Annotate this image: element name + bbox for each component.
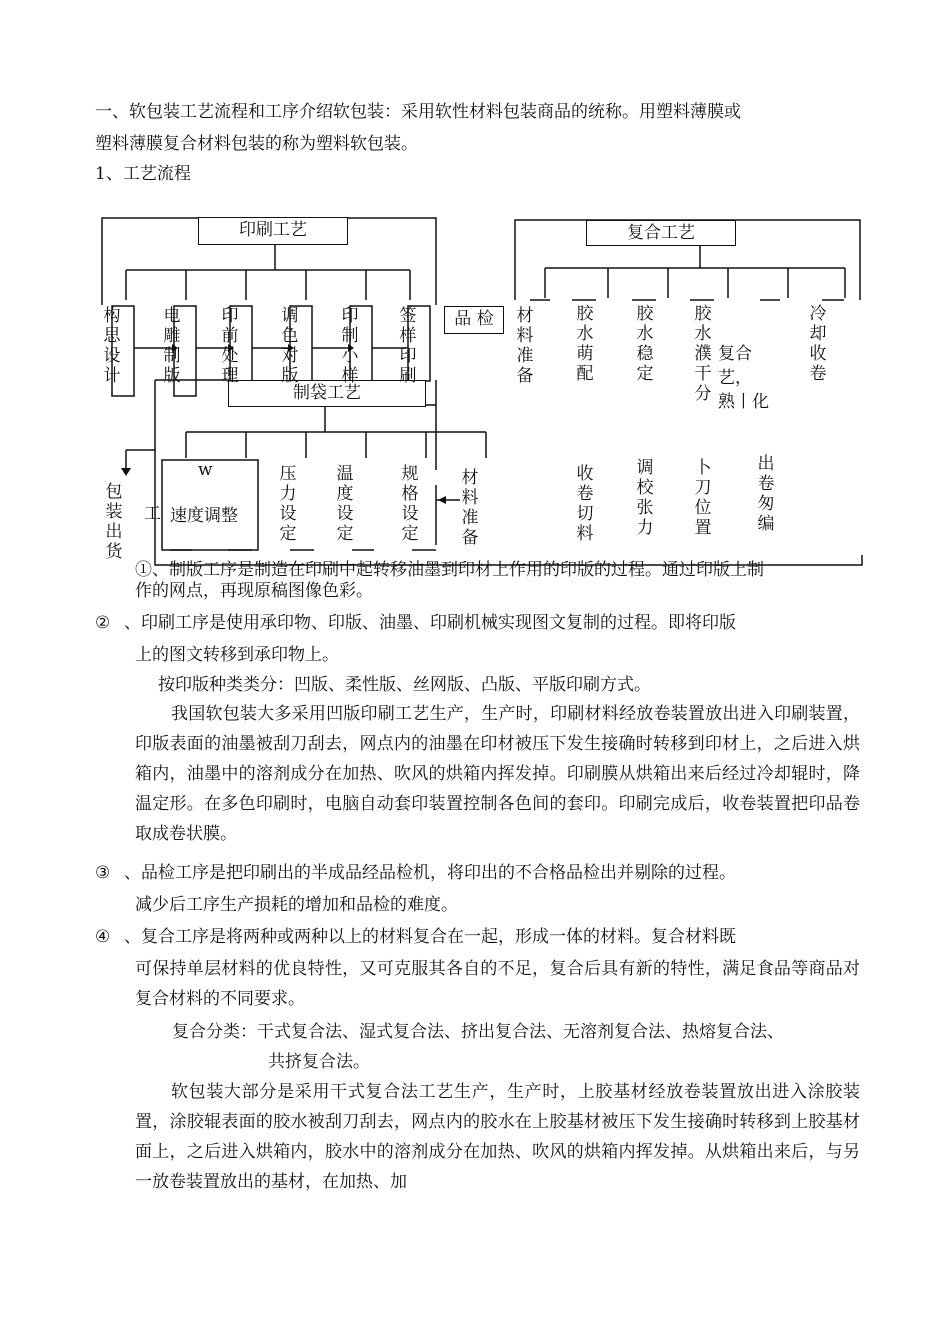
step-bag-material: 材料准备: [461, 468, 479, 548]
intro-line-2: 塑料薄膜复合材料包装的称为塑料软包装。: [95, 134, 418, 154]
item-2-number: ②: [95, 613, 111, 633]
curing-label: 熟丨化: [718, 392, 769, 412]
item-1-line-1: ①、制版工序是制造在印刷中起转移油墨到印材上作用的印版的过程。通过印版上制: [135, 560, 764, 580]
composite-label-2: 艺，: [718, 368, 752, 388]
step-color-matching: 调色对版: [281, 306, 299, 386]
step-glue-mix: 胶水萌配: [576, 304, 594, 384]
composite-label: 复合: [718, 344, 752, 364]
process-flow-diagram: [0, 200, 950, 580]
composite-types: 复合分类：干式复合法、湿式复合法、挤出复合法、无溶剂复合法、热熔复合法、: [172, 1022, 784, 1042]
step-glue-dry: 胶水濮干分: [694, 304, 712, 404]
step-engraving: 电雕制版: [163, 306, 181, 386]
printing-paragraph: 我国软包装大多采用凹版印刷工艺生产，生产时，印刷材料经放卷装置放出进入印刷装置，印版表面的油墨被刮刀刮去，网点内的油墨在印材被压下发生接确时转移到印材上，之后进入烘箱内，油墨中的溶剂成分在加热、吹风的烘箱内挥发掉。印刷膜从烘箱出来后经过冷却辊时，降温定形。在多色印刷时，电脑自动套印装置控制各色间的套印。印刷完成后，收卷装置把印品卷取成卷状膜。: [135, 704, 860, 844]
step-rewind-cut: 收卷切料: [576, 464, 594, 544]
step-knife: 卜刀位置: [694, 458, 712, 538]
composite-process-title: 复合工艺: [586, 220, 736, 246]
step-concept-design: 构思设计: [103, 306, 121, 386]
step-material-prep: 材料准备: [516, 306, 534, 386]
step-signoff-print: 签样印刷: [399, 306, 417, 386]
bag-process-title: 制袋工艺: [228, 380, 426, 407]
item-4-number: ④: [95, 927, 111, 947]
item-4-line-2: 可保持单层材料的优良特性，又可克服其各自的不足，复合后具有新的特性，满足食品等商品对复合材料的不同要求。: [135, 959, 860, 1009]
step-sample-print: 印制小样: [341, 306, 359, 386]
section-heading: 1、工艺流程: [95, 164, 191, 184]
item-2-line-2: 上的图文转移到承印物上。: [135, 645, 339, 665]
item-3-line-2: 减少后工序生产损耗的增加和品检的难度。: [135, 895, 458, 915]
step-tension: 调校张力: [636, 458, 654, 538]
item-4-line-1: 、复合工序是将两种或两种以上的材料复合在一起，形成一体的材料。复合材料既: [124, 927, 736, 947]
step-temperature: 温度设定: [336, 464, 354, 544]
step-prepress: 印前处理: [221, 306, 239, 386]
quality-inspection-box: 品 检: [444, 306, 504, 334]
step-cooling-rewind: 冷却收卷: [809, 304, 827, 384]
step-glue-stable: 胶水稳定: [636, 304, 654, 384]
composite-paragraph: 软包装大部分是采用干式复合法工艺生产，生产时，上胶基材经放卷装置放出进入涂胶装置，涂胶辊表面的胶水被刮刀刮去，网点内的胶水在上胶基材被压下发生接确时转移到上胶基材面上，之后进入烘箱内，胶水中的溶剂成分在加热、吹风的烘箱内挥发掉。从烘箱出来后，与另一放卷装置放出的基材，在加热、加: [135, 1082, 860, 1192]
intro-line-1: 一、软包装工艺流程和工序介绍软包装：采用软性材料包装商品的统称。用塑料薄膜或: [95, 102, 741, 122]
step-pressure: 压力设定: [279, 464, 297, 544]
composite-types-cont: 共挤复合法。: [268, 1052, 370, 1072]
item-1-line-2: 作的网点，再现原稿图像色彩。: [135, 581, 373, 601]
printing-process-title: 印刷工艺: [198, 217, 348, 245]
gong-char: 工: [144, 504, 161, 524]
w-mark: w: [198, 460, 213, 480]
item-3-number: ③: [95, 863, 111, 883]
item-2-line-1: 、印刷工序是使用承印物、印版、油墨、印刷机械实现图文复制的过程。即将印版: [124, 613, 736, 633]
step-spec: 规格设定: [401, 464, 419, 544]
speed-adjust: 速度调整: [170, 506, 238, 526]
item-3-line-1: 、品检工序是把印刷出的半成品经品检机，将印出的不合格品检出并剔除的过程。: [124, 863, 736, 883]
step-unwind: 出卷匆编: [757, 454, 775, 534]
print-type-list: 按印版种类类分：凹版、柔性版、丝网版、凸版、平版印刷方式。: [158, 675, 651, 695]
step-packaging: 包装出货: [105, 482, 123, 562]
